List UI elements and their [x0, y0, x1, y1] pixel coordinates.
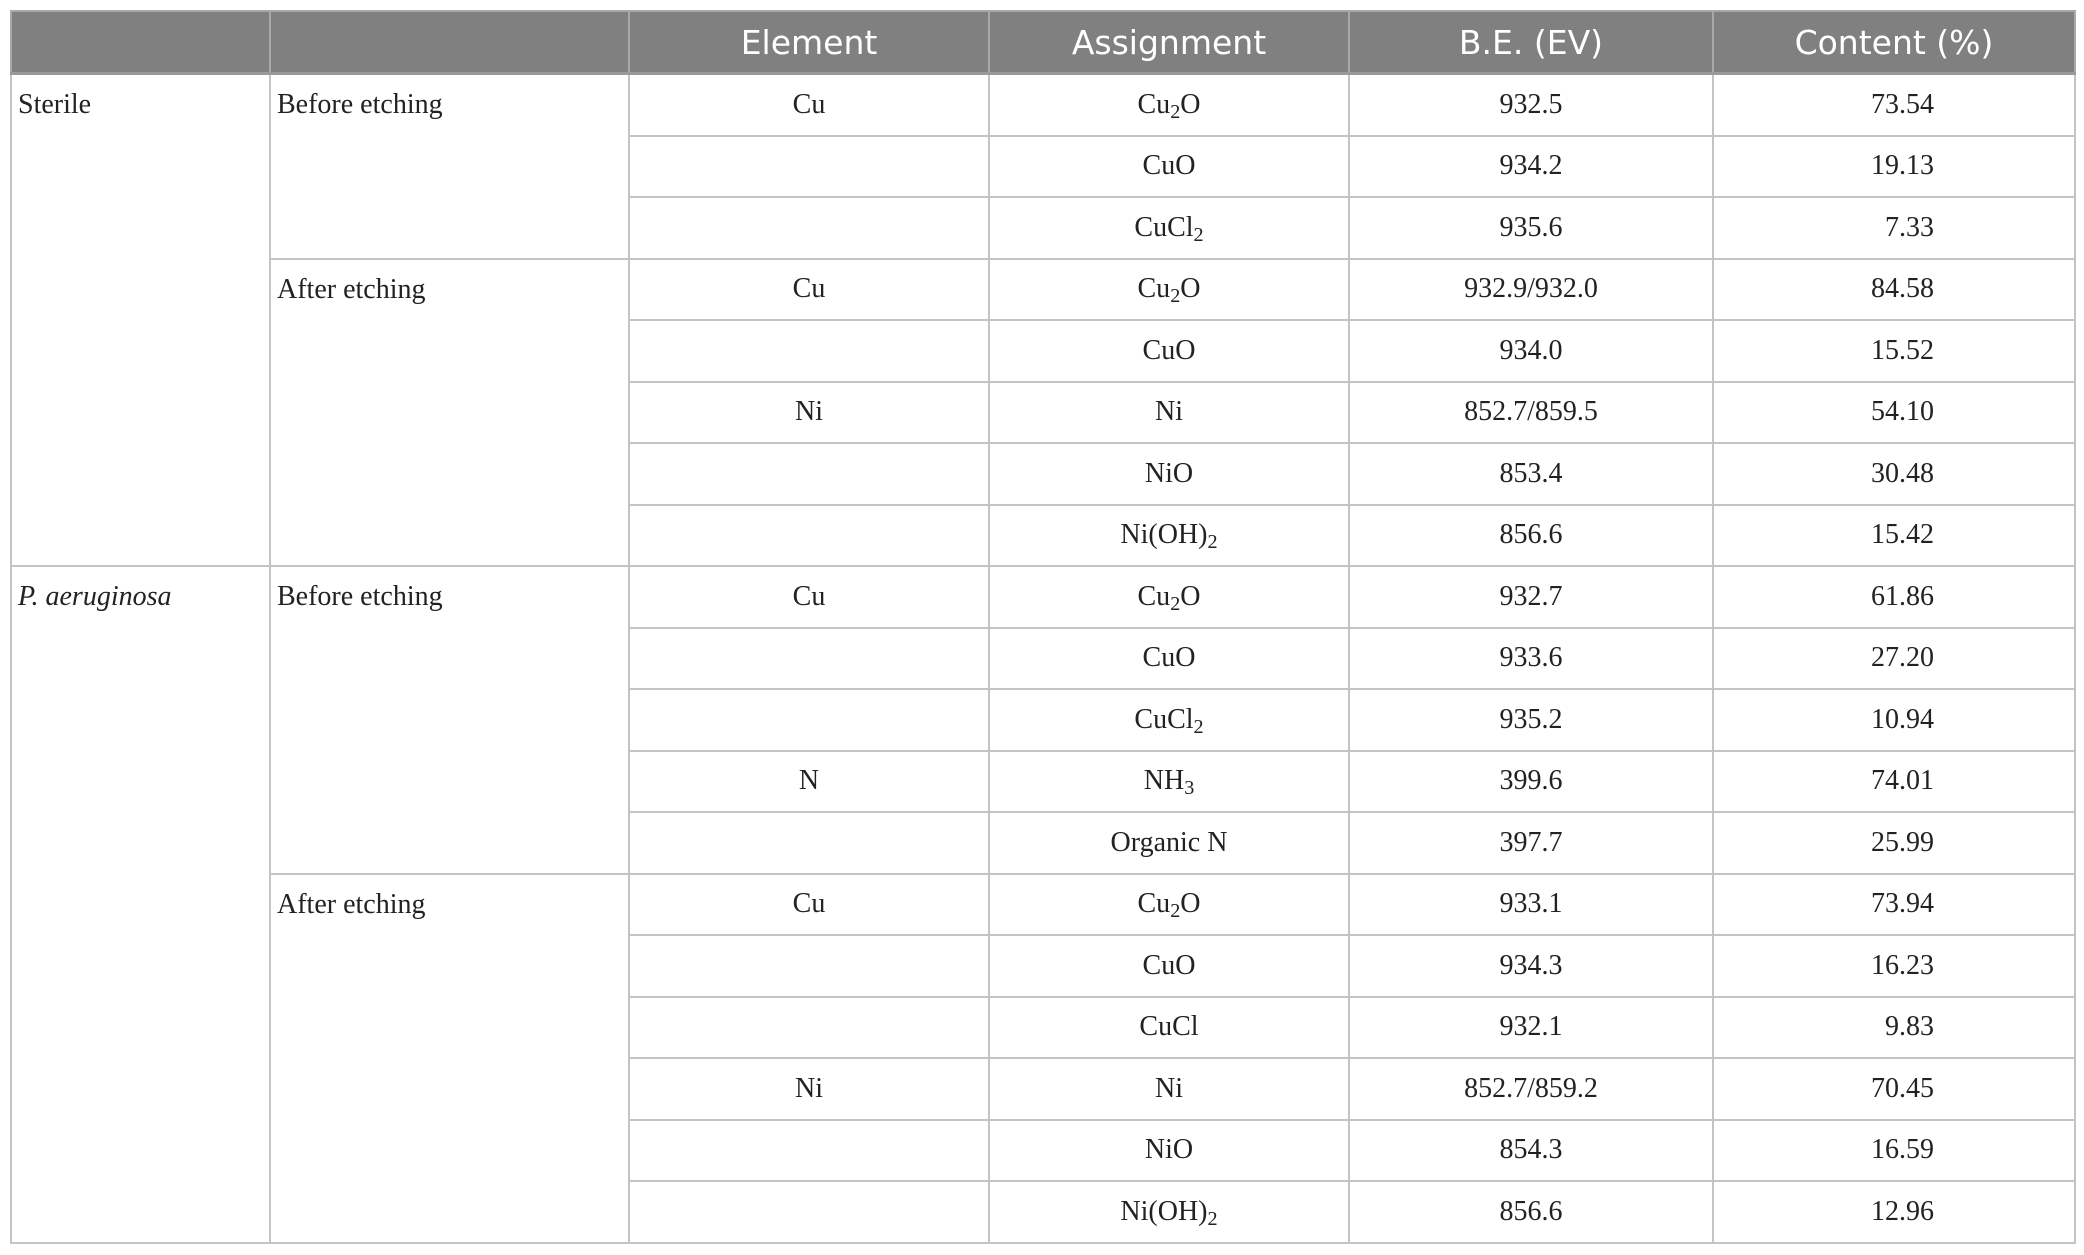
- binding-energy-cell: 853.4: [1349, 443, 1713, 505]
- formula-text: CuO: [1142, 150, 1196, 182]
- sample-cell: P. aeruginosa: [11, 566, 270, 1243]
- element-cell: [629, 1120, 989, 1182]
- binding-energy-cell: 932.1: [1349, 997, 1713, 1059]
- element-cell: [629, 320, 989, 382]
- element-cell: [629, 628, 989, 690]
- formula-text: Cu: [1137, 580, 1171, 612]
- formula-subscript: 2: [1207, 1207, 1218, 1230]
- content-cell: 15.52: [1713, 320, 2075, 382]
- table-container: [10, 10, 2074, 1244]
- assignment-cell: [989, 751, 1349, 813]
- formula-text: O: [1180, 580, 1201, 612]
- element-cell: [629, 997, 989, 1059]
- assignment-cell: [989, 505, 1349, 567]
- content-cell: 9.83: [1713, 997, 2075, 1059]
- assignment-cell: [989, 689, 1349, 751]
- assignment-cell: [989, 382, 1349, 444]
- formula-text: CuCl: [1134, 703, 1194, 735]
- condition-cell: Before etching: [270, 74, 629, 259]
- content-cell: 30.48: [1713, 443, 2075, 505]
- content-cell: 61.86: [1713, 566, 2075, 628]
- element-cell: Ni: [629, 382, 989, 444]
- formula-subscript: 2: [1207, 531, 1218, 554]
- element-cell: [629, 443, 989, 505]
- table-row: [11, 74, 2075, 136]
- formula-text: NiO: [1144, 1134, 1194, 1166]
- formula-text: CuCl: [1134, 211, 1194, 243]
- table-body: [11, 74, 2075, 1243]
- formula-text: O: [1180, 888, 1201, 920]
- content-cell: 27.20: [1713, 628, 2075, 690]
- content-cell: 7.33: [1713, 197, 2075, 259]
- content-cell: 25.99: [1713, 812, 2075, 874]
- xps-table: [10, 10, 2076, 1244]
- element-cell: [629, 812, 989, 874]
- formula-text: NH: [1143, 765, 1185, 797]
- formula-text: O: [1180, 88, 1201, 120]
- assignment-cell: [989, 1058, 1349, 1120]
- assignment-cell: [989, 566, 1349, 628]
- assignment-cell: [989, 628, 1349, 690]
- element-cell: [629, 136, 989, 198]
- formula-text: Organic N: [1110, 826, 1228, 858]
- header-row: [11, 11, 2075, 74]
- element-cell: [629, 1181, 989, 1243]
- binding-energy-cell: 935.2: [1349, 689, 1713, 751]
- table-row: [11, 259, 2075, 321]
- formula-subscript: 2: [1193, 715, 1204, 738]
- formula-text: CuO: [1142, 334, 1196, 366]
- formula-text: Ni: [1155, 396, 1183, 428]
- binding-energy-cell: 397.7: [1349, 812, 1713, 874]
- assignment-cell: [989, 320, 1349, 382]
- formula-text: Cu: [1137, 88, 1171, 120]
- content-cell: 54.10: [1713, 382, 2075, 444]
- assignment-cell: [989, 874, 1349, 936]
- condition-cell: After etching: [270, 259, 629, 567]
- formula-text: CuCl: [1139, 1011, 1199, 1043]
- sample-cell: Sterile: [11, 74, 270, 567]
- assignment-cell: [989, 259, 1349, 321]
- binding-energy-cell: 933.6: [1349, 628, 1713, 690]
- binding-energy-cell: 935.6: [1349, 197, 1713, 259]
- element-cell: Cu: [629, 74, 989, 136]
- binding-energy-cell: 933.1: [1349, 874, 1713, 936]
- binding-energy-cell: 932.7: [1349, 566, 1713, 628]
- element-cell: [629, 505, 989, 567]
- content-cell: 16.23: [1713, 935, 2075, 997]
- element-cell: Cu: [629, 566, 989, 628]
- content-cell: 70.45: [1713, 1058, 2075, 1120]
- element-cell: Ni: [629, 1058, 989, 1120]
- assignment-cell: [989, 935, 1349, 997]
- header-condition: [270, 11, 629, 74]
- binding-energy-cell: 856.6: [1349, 1181, 1713, 1243]
- element-cell: [629, 689, 989, 751]
- table-row: [11, 566, 2075, 628]
- assignment-cell: [989, 74, 1349, 136]
- content-cell: 73.94: [1713, 874, 2075, 936]
- assignment-cell: [989, 812, 1349, 874]
- formula-text: CuO: [1142, 949, 1196, 981]
- formula-subscript: 2: [1170, 285, 1181, 308]
- binding-energy-cell: 932.9/932.0: [1349, 259, 1713, 321]
- content-cell: 74.01: [1713, 751, 2075, 813]
- binding-energy-cell: 856.6: [1349, 505, 1713, 567]
- formula-text: NiO: [1144, 457, 1194, 489]
- header-element: Element: [629, 11, 989, 74]
- content-cell: 73.54: [1713, 74, 2075, 136]
- binding-energy-cell: 934.3: [1349, 935, 1713, 997]
- formula-subscript: 3: [1184, 777, 1195, 800]
- content-cell: 84.58: [1713, 259, 2075, 321]
- content-cell: 10.94: [1713, 689, 2075, 751]
- formula-text: O: [1180, 273, 1201, 305]
- header-binding-energy: B.E. (EV): [1349, 11, 1713, 74]
- content-cell: 12.96: [1713, 1181, 2075, 1243]
- formula-text: CuO: [1142, 642, 1196, 674]
- assignment-cell: [989, 443, 1349, 505]
- table-row: [11, 874, 2075, 936]
- formula-text: Ni: [1155, 1072, 1183, 1104]
- header-content: Content (%): [1713, 11, 2075, 74]
- table-header: [11, 11, 2075, 74]
- content-cell: 16.59: [1713, 1120, 2075, 1182]
- assignment-cell: [989, 136, 1349, 198]
- assignment-cell: [989, 1120, 1349, 1182]
- element-cell: [629, 197, 989, 259]
- binding-energy-cell: 852.7/859.2: [1349, 1058, 1713, 1120]
- assignment-cell: [989, 1181, 1349, 1243]
- formula-subscript: 2: [1170, 100, 1181, 123]
- binding-energy-cell: 932.5: [1349, 74, 1713, 136]
- element-cell: Cu: [629, 259, 989, 321]
- element-cell: Cu: [629, 874, 989, 936]
- element-cell: N: [629, 751, 989, 813]
- header-assignment: Assignment: [989, 11, 1349, 74]
- formula-text: Cu: [1137, 888, 1171, 920]
- element-cell: [629, 935, 989, 997]
- formula-text: Cu: [1137, 273, 1171, 305]
- formula-text: Ni(OH): [1120, 519, 1208, 551]
- binding-energy-cell: 854.3: [1349, 1120, 1713, 1182]
- assignment-cell: [989, 997, 1349, 1059]
- formula-subscript: 2: [1193, 223, 1204, 246]
- binding-energy-cell: 934.2: [1349, 136, 1713, 198]
- binding-energy-cell: 399.6: [1349, 751, 1713, 813]
- content-cell: 15.42: [1713, 505, 2075, 567]
- content-cell: 19.13: [1713, 136, 2075, 198]
- condition-cell: After etching: [270, 874, 629, 1243]
- binding-energy-cell: 852.7/859.5: [1349, 382, 1713, 444]
- formula-text: Ni(OH): [1120, 1195, 1208, 1227]
- header-sample: [11, 11, 270, 74]
- condition-cell: Before etching: [270, 566, 629, 874]
- formula-subscript: 2: [1170, 900, 1181, 923]
- assignment-cell: [989, 197, 1349, 259]
- binding-energy-cell: 934.0: [1349, 320, 1713, 382]
- formula-subscript: 2: [1170, 592, 1181, 615]
